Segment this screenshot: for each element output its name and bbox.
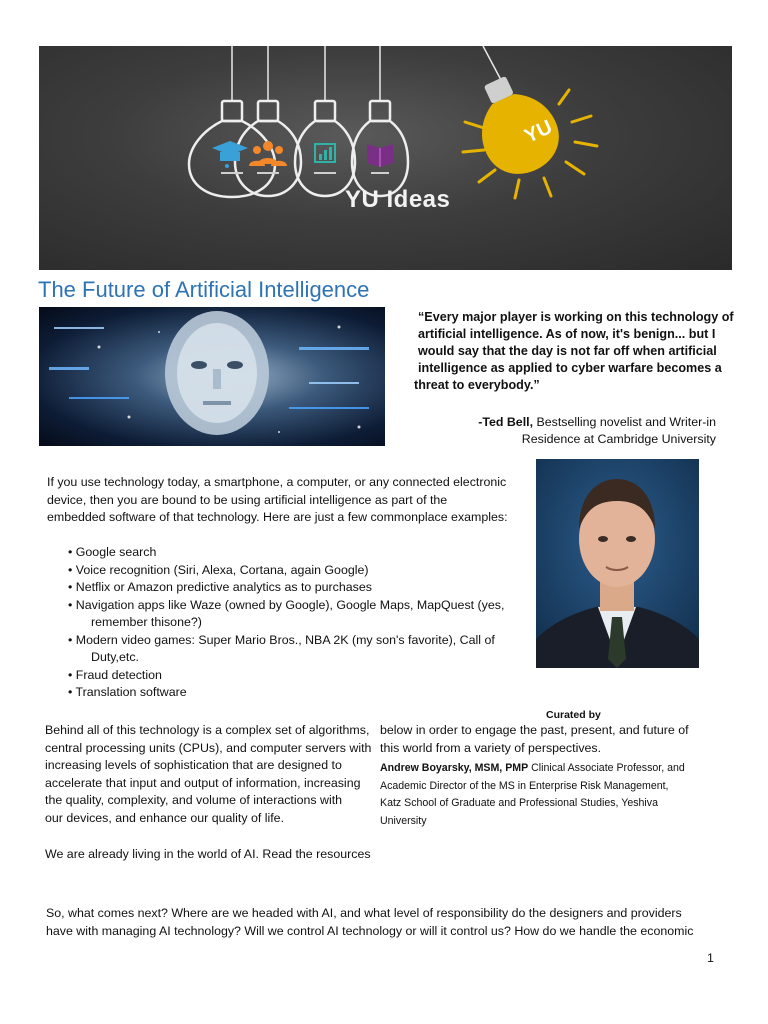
page-number: 1 bbox=[707, 951, 714, 965]
quote-author: -Ted Bell, bbox=[478, 415, 534, 429]
list-item: • Netflix or Amazon predictive analytics as to purchases bbox=[68, 580, 372, 594]
curator-info bbox=[380, 760, 715, 830]
list-item: • Navigation apps like Waze (owned by Google), Google Maps, MapQuest (yes, remember thisone?) bbox=[68, 597, 505, 629]
quote-line: artificial intelligence. As of now, it's benign... but I bbox=[418, 327, 716, 341]
people-icon bbox=[249, 141, 287, 166]
curated-by-label: Curated by bbox=[546, 709, 601, 721]
graduation-cap-icon bbox=[212, 141, 248, 168]
page-title: The Future of Artificial Intelligence bbox=[38, 277, 370, 302]
quote-block bbox=[412, 309, 734, 394]
quote-line: threat to everybody.” bbox=[414, 378, 540, 392]
curator-name: Andrew Boyarsky, MSM, PMP bbox=[380, 762, 529, 774]
body-line: the quality, complexity, and volume of interactions with bbox=[45, 793, 343, 807]
list-item: • Translation software bbox=[68, 685, 187, 699]
body-line: accelerate that input and output of information, increasing bbox=[45, 775, 361, 790]
curator-role: Academic Director of the MS in Enterprise Risk Management, bbox=[380, 779, 669, 792]
list-item: • Fraud detection bbox=[68, 667, 162, 682]
quote-author-desc-2: Residence at Cambridge University bbox=[521, 432, 716, 446]
curator-role: University bbox=[380, 814, 427, 827]
examples-list bbox=[68, 544, 528, 702]
body-line: our devices, and enhance our quality of life. bbox=[45, 810, 285, 825]
intro-line: If you use technology today, a smartphone, a computer, or any connected electronic bbox=[47, 475, 507, 489]
intro-paragraph bbox=[47, 474, 527, 527]
yu-badge-text: YU bbox=[521, 116, 556, 148]
quote-line: would say that the day is not far off when artificial bbox=[418, 344, 717, 358]
intro-line: embedded software of that technology. Here are just a few commonplace examples: bbox=[47, 510, 508, 524]
body-line: this world from a variety of perspectives. bbox=[380, 740, 602, 755]
body-left-column bbox=[45, 722, 380, 827]
quote-attribution bbox=[440, 414, 716, 448]
body-line: below in order to engage the past, present, and future of bbox=[380, 723, 689, 737]
quote-line: “Every major player is working on this technology of bbox=[418, 310, 734, 324]
ai-face-image bbox=[39, 307, 385, 446]
quote-line: intelligence as applied to cyber warfare becomes a bbox=[418, 361, 722, 375]
closing-line: So, what comes next? Where are we headed with AI, and what level of responsibility do the designers and providers bbox=[46, 906, 682, 920]
banner-title: YU Ideas bbox=[345, 186, 451, 213]
list-item: • Google search bbox=[68, 545, 157, 559]
list-item: • Modern video games: Super Mario Bros., NBA 2K (my son's favorite), Call of Duty,etc. bbox=[68, 632, 495, 664]
chart-icon bbox=[315, 144, 335, 162]
intro-line: device, then you are bound to be using artificial intelligence as part of the bbox=[47, 492, 448, 507]
curator-role: Katz School of Graduate and Professional Studies, Yeshiva bbox=[380, 797, 658, 809]
body-right-column bbox=[380, 722, 710, 757]
book-icon bbox=[367, 144, 393, 167]
curator-portrait bbox=[536, 459, 699, 668]
body-line: Behind all of this technology is a complex set of algorithms, bbox=[45, 723, 370, 737]
living-paragraph: We are already living in the world of AI. Read the resources bbox=[45, 847, 371, 861]
lightbulbs-illustration bbox=[39, 46, 732, 270]
quote-author-desc: Bestselling novelist and Writer-in bbox=[533, 415, 716, 429]
closing-paragraph bbox=[46, 905, 726, 940]
curator-role: Clinical Associate Professor, and bbox=[528, 762, 685, 774]
closing-line: have with managing AI technology? Will we control AI technology or will it control us? How do we handle the economic bbox=[46, 923, 694, 938]
body-line: increasing levels of sophistication that are designed to bbox=[45, 758, 342, 772]
header-banner bbox=[39, 46, 732, 270]
body-line: central processing units (CPUs), and computer servers with bbox=[45, 740, 372, 755]
list-item: • Voice recognition (Siri, Alexa, Cortana, again Google) bbox=[68, 562, 369, 577]
